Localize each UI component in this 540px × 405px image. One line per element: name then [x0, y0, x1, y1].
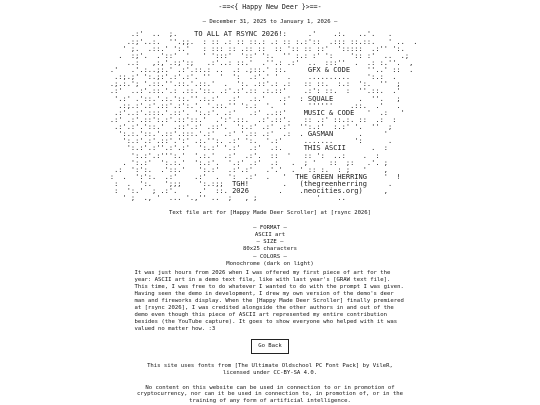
- description-link[interactable]: (the YouTube capture): [161, 319, 233, 326]
- description-text: finally premiered at: [134, 297, 404, 311]
- ascii-art-container: [0, 31, 540, 202]
- fonts-credit: [134, 363, 405, 378]
- ascii-art-line: ':.:'.:'.::'.':' .:.'':. .:' ':. '.:' ....... ': .: [101, 137, 393, 146]
- description-paragraph: [134, 270, 405, 334]
- ascii-art-line: .;.:.'; '.::.''.::.'.::.' . ':. .::'.: .: :: ::. :.: ':. '' ;: [101, 80, 401, 89]
- ascii-art-line: ':.:'.:''':.' '.:.' .:' .:'. :: ' :: ': ..: . :: [101, 151, 380, 160]
- ascii-art-line: .' .'.:..;:.' .:'.::.: .. .: .;::.' ::. GFX & CODE ''..' :: .: [101, 66, 414, 75]
- caption-prefix: Text file art for: [168, 209, 230, 216]
- ascii-art-line: ' ;. .::.' ':.' : ::: :: .:: :: :: ':: :: ::' '::::: .:'' ':.: [101, 44, 405, 53]
- ascii-art-line: .:' ..:'.::.'.: .::.'::. .:'.:'.:: .:.::' .:': ::. : ''.::. .': [101, 87, 401, 96]
- ascii-art-line: .:;'..:. ''.;;. : :: .: :: ::.: .: :: :.:':: .::: ::.::. ' .. .: [101, 37, 418, 46]
- ascii-art-line: ..: ,:,'.:;':; .:'..: ::.' .''.: .:' .. :::'' . .: :.''. ,: [101, 58, 414, 67]
- fonts-credit-suffix: by VileR, licensed under CC-BY-SA 4.0.: [222, 362, 393, 376]
- event-link[interactable]: [rsync 2026]: [330, 209, 372, 216]
- ascii-art-line: : ':.' ; .:'. .' ::. 2026 . .neocities.org) ,: [101, 187, 388, 196]
- go-back-button[interactable]: Go Back: [251, 339, 289, 354]
- description-text: . This time, I was free to do whatever I wanted to do with the prompt I was given. Having seen the demo in development, I drew my own version of the demo's deer man and fireworks display. When the: [134, 276, 404, 304]
- ascii-art-line: .:' .. ;. TO ALL AT RSYNC 2026!: .' .:. ..'. .: [101, 30, 393, 39]
- ascii-art-line: '.:' .'::.'.:.'::.''.:.:' .:' .:.' .:' : SQUALE . ''. ;: [101, 94, 401, 103]
- description-text: . It goes to show everyone who helped with it was valued no matter how. :3: [134, 319, 398, 333]
- scroller-link[interactable]: [Happy Made Deer Scroller]: [229, 209, 318, 216]
- ascii-art-line: .:'.:'.'::.' .::'.:' .::'. ':.:' .:' .:' '':.:' :.:' '. '' ;: [101, 123, 393, 132]
- description-link[interactable]: [GRAW text file]: [333, 276, 388, 283]
- date-range: — December 31, 2025 to January 1, 2026 —: [202, 18, 338, 25]
- colors-value: Monochrome (dark on light): [226, 260, 314, 267]
- ascii-art-line: ':.:.'::.'.::'.:::.'.:' .:' '.:: .:' .: . GASMAN . ': [101, 130, 388, 139]
- ascii-art-line: : . ':':. .:' .:' . ': .:' . ' THE GREEN HERRING ' !: [101, 172, 401, 181]
- usage-disclaimer: No content on this website can be used in connection to or in promotion of cryptocurrency, nor can it be used in connection to, in promotion of, or in the training of any form of artificial intelligence.: [136, 384, 404, 405]
- description-link[interactable]: [rsync 2026]: [144, 304, 185, 311]
- size-value: 80x25 characters: [243, 246, 297, 253]
- ascii-art-line: .: ':':. .'::.' ':.:' .:'.:' .'.' . ' :: :. : ; ' ,: [101, 165, 388, 174]
- description-link[interactable]: [Happy Made Deer Scroller]: [255, 297, 344, 304]
- fonts-credit-prefix: This site uses fonts from: [147, 362, 235, 369]
- ascii-art-line: . ':.:' ':.:.' ':.:'. '.:' .:' .: . ; ' :: ;: .'. ;: [101, 158, 388, 167]
- format-heading: — FORMAT —: [253, 224, 287, 231]
- page-title: -==<{ Happy New Deer }>==-: [218, 3, 322, 11]
- font-pack-link[interactable]: [The Ultimate Oldschool PC Font Pack]: [234, 362, 360, 369]
- caption-middle: at: [317, 209, 331, 216]
- ascii-art-line: ' ; ., ' ... '.,'' .. ; , ; ' ..: [101, 194, 346, 203]
- ascii-art-line: ':.:'.:''.:'.:' ':.:' '.:' .:' .:. THIS ASCII . :: [101, 144, 388, 153]
- colors-heading: — COLORS —: [253, 253, 287, 260]
- ascii-art-line: .:;.;' ':.;:'.:'.:'. '' ' ': .:'.' ' . .......... ':.: .: [101, 73, 397, 82]
- art-details: [0, 225, 540, 269]
- ascii-art-line: .:'..:'.:::.'.::'. ':.:'. .:' .:' ..::' MUSIC & CODE ' .: ': [101, 108, 405, 117]
- ascii-art: [101, 31, 438, 202]
- ascii-art-line: . :;'. .'::' ' ' ':::' '::' ':. '' :.: :' ': ':: :' .. .;: [101, 51, 410, 60]
- ascii-art-line: : . ':. ';;; ':.:;; TGH! . (thegreenherring .: [101, 180, 393, 189]
- size-heading: — SIZE —: [256, 239, 284, 246]
- description-text: It was just hours from 2026 when I was offered my first piece of art for the year: ASCII art in a demo text file, like with last year's: [134, 269, 391, 283]
- ascii-art-line: .:' .:'.::':.:'.::'::.' .':'.::. .:'.::'. :: .:' ::.:. :: .: :: [101, 115, 397, 124]
- go-back-container: [0, 339, 540, 354]
- format-value: ASCII art: [254, 231, 286, 238]
- ascii-art-line: .:;.:'.:'.::'.:':.'. '.::.'' ':.: '. ' '''''' .::. .' .: [101, 101, 401, 110]
- art-caption: [0, 210, 540, 217]
- description-text: , I was credited alongside the other authors in and out of the demo even though this piece of ASCII art represented my entire contribution besides: [134, 304, 394, 326]
